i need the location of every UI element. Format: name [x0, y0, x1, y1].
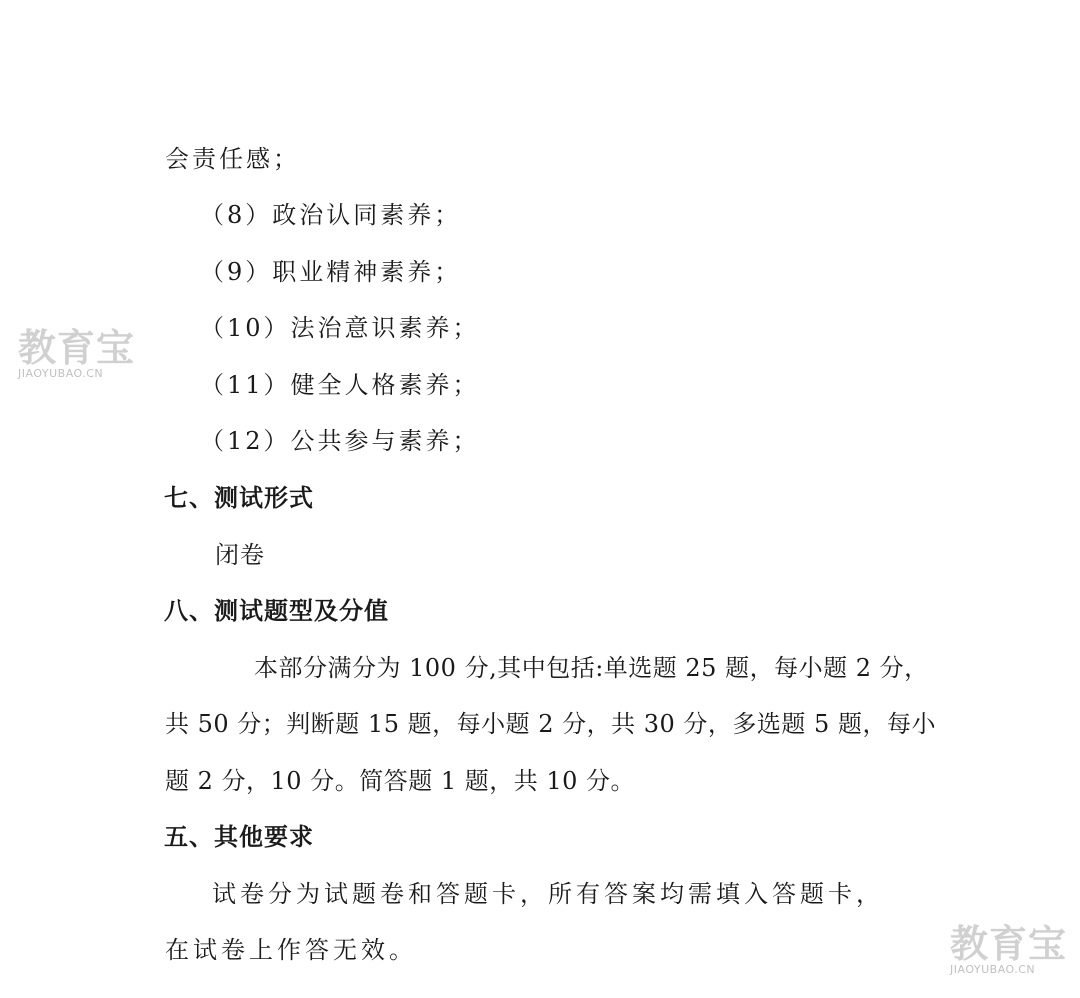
watermark-cn-text: 教育宝 — [18, 326, 136, 370]
paragraph-line: 题 2 分，10 分。简答题 1 题，共 10 分。 — [165, 767, 636, 795]
watermark-en-text: JIAOYUBAO.CN — [950, 963, 1036, 976]
list-item-10: （10）法治意识素养； — [200, 314, 480, 342]
test-format-value: 闭卷 — [215, 541, 265, 569]
paragraph-line: 共 50 分；判断题 15 题，每小题 2 分，共 30 分，多选题 5 题，每小 — [165, 710, 936, 738]
watermark-cn-text: 教育宝 — [950, 922, 1068, 966]
section-heading-question-types: 八、测试题型及分值 — [164, 597, 389, 625]
list-item-9: （9）职业精神素养； — [200, 258, 462, 286]
watermark-logo-right — [950, 924, 1067, 976]
section-heading-test-format: 七、测试形式 — [164, 484, 314, 512]
text-line: 会责任感； — [165, 145, 300, 173]
paragraph-line: 本部分满分为 100 分,其中包括:单选题 25 题，每小题 2 分， — [254, 654, 929, 682]
section-heading-other-requirements: 五、其他要求 — [164, 823, 314, 851]
list-item-8: （8）政治认同素养； — [200, 201, 462, 229]
list-item-11: （11）健全人格素养； — [200, 371, 480, 399]
watermark-en-text: JIAOYUBAO.CN — [18, 367, 104, 380]
paragraph-line: 试卷分为试题卷和答题卡，所有答案均需填入答题卡， — [212, 880, 884, 908]
watermark-logo-left — [18, 328, 135, 380]
list-item-12: （12）公共参与素养； — [200, 427, 480, 455]
paragraph-line: 在试卷上作答无效。 — [165, 936, 417, 964]
